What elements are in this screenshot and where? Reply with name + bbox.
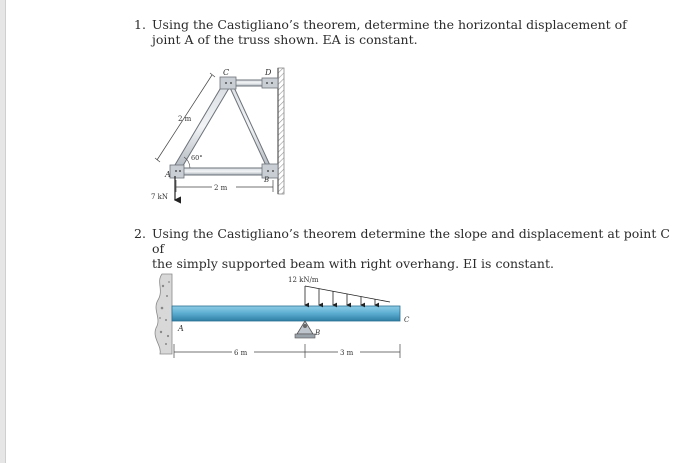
beam-load-label: 12 kN/m <box>288 276 319 284</box>
beam-distributed-load <box>305 286 390 305</box>
beam-support-b <box>295 321 315 338</box>
truss-dim-diagonal-label: 2 m <box>178 115 192 123</box>
beam-dim-ab-label: 6 m <box>234 349 248 357</box>
truss-angle-label: 60° <box>191 154 203 162</box>
beam-dim-bc-label: 3 m <box>340 349 354 357</box>
beam-point-c: C <box>404 316 410 324</box>
beam-point-b: B <box>315 329 321 337</box>
truss-joint-b: B <box>264 176 270 184</box>
truss-joint-c: C <box>223 68 230 77</box>
truss-joint-d: D <box>265 68 272 77</box>
problem-2-number: 2. <box>134 226 146 241</box>
problem-1-number: 1. <box>134 17 146 32</box>
truss-dim-base-label: 2 m <box>214 184 228 192</box>
beam-body <box>172 306 400 321</box>
problem-2-line-1: Using the Castigliano’s theorem determine the slope and displacement at point C of <box>152 226 670 256</box>
problem-1-line-2: joint A of the truss shown. EA is constant. <box>152 32 418 47</box>
beam-dimensions <box>174 344 400 358</box>
beam-point-a: A <box>178 324 184 333</box>
truss-joint-a: A <box>165 170 171 179</box>
problem-2-line-2: the simply supported beam with right overhang. EI is constant. <box>152 256 554 271</box>
problem-1-line-1: Using the Castigliano’s theorem, determine the horizontal displacement of <box>152 17 627 32</box>
truss-load-label: 7 kN <box>151 193 169 201</box>
